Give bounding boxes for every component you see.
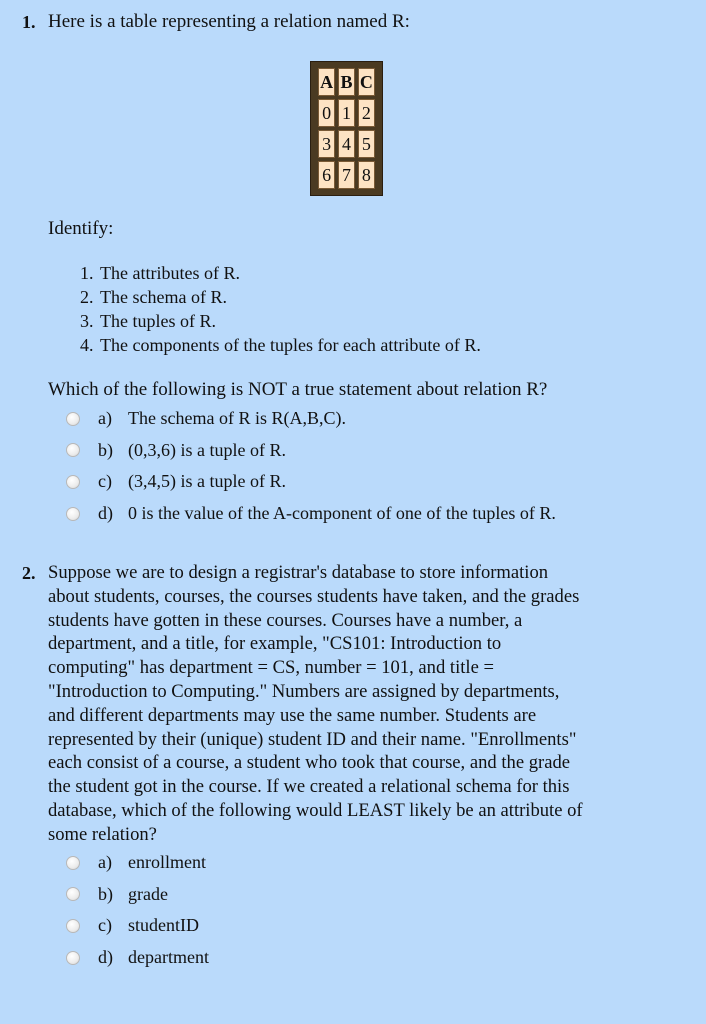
- prompt-line: represented by their (unique) student ID and their name. "Enrollments": [48, 728, 577, 750]
- option-c[interactable]: [66, 910, 209, 942]
- option-text: (0,3,6) is a tuple of R.: [128, 439, 286, 460]
- table-cell: 2: [358, 99, 375, 127]
- table-cell: 6: [318, 161, 335, 189]
- table-header-row: [318, 68, 375, 96]
- table-row: [318, 130, 375, 158]
- list-item: [80, 261, 481, 285]
- option-c[interactable]: [66, 466, 556, 498]
- list-item-text: The tuples of R.: [100, 311, 216, 331]
- list-item-text: The attributes of R.: [100, 263, 240, 283]
- question-2-prompt: [48, 561, 668, 847]
- radio-button[interactable]: [66, 412, 80, 426]
- table-cell: 1: [338, 99, 355, 127]
- option-text: department: [128, 947, 209, 968]
- radio-button[interactable]: [66, 443, 80, 457]
- option-letter: c): [98, 915, 112, 936]
- list-item: [80, 333, 481, 357]
- table-row: [318, 99, 375, 127]
- question-1-prompt: Which of the following is NOT a true statement about relation R?: [48, 379, 548, 400]
- option-text: studentID: [128, 915, 199, 936]
- prompt-line: students have gotten in these courses. Courses have a number, a: [48, 609, 523, 631]
- option-letter: b): [98, 883, 113, 904]
- radio-button[interactable]: [66, 887, 80, 901]
- prompt-line: "Introduction to Computing." Numbers are assigned by departments,: [48, 680, 560, 702]
- prompt-line: and different departments may use the same number. Students are: [48, 704, 537, 726]
- prompt-line: some relation?: [48, 823, 157, 845]
- option-letter: d): [98, 947, 113, 968]
- option-letter: a): [98, 852, 112, 873]
- prompt-line: each consist of a course, a student who took that course, and the grade: [48, 752, 571, 774]
- prompt-line: Suppose we are to design a registrar's database to store information: [48, 562, 549, 583]
- radio-button[interactable]: [66, 951, 80, 965]
- list-item: [80, 309, 481, 333]
- question-1-number: 1.: [22, 12, 36, 32]
- radio-button[interactable]: [66, 507, 80, 521]
- list-item-number: 2.: [80, 287, 94, 307]
- option-d[interactable]: [66, 942, 209, 974]
- option-b[interactable]: [66, 879, 209, 911]
- radio-button[interactable]: [66, 475, 80, 489]
- radio-button[interactable]: [66, 919, 80, 933]
- prompt-line: department, and a title, for example, "CS101: Introduction to: [48, 633, 502, 655]
- table-cell: 7: [338, 161, 355, 189]
- option-letter: a): [98, 408, 112, 429]
- question-2-options: [66, 847, 209, 973]
- option-text: The schema of R is R(A,B,C).: [128, 408, 346, 429]
- option-text: grade: [128, 883, 168, 904]
- question-1-intro: Here is a table representing a relation named R:: [48, 11, 410, 32]
- list-item-number: 3.: [80, 311, 94, 331]
- identify-list: [80, 261, 481, 357]
- option-letter: c): [98, 471, 112, 492]
- table-cell: 4: [338, 130, 355, 158]
- relation-r-table: [310, 61, 383, 196]
- table-header-cell: A: [318, 68, 335, 96]
- option-letter: d): [98, 503, 113, 524]
- table-header-cell: C: [358, 68, 375, 96]
- list-item-number: 4.: [80, 335, 94, 355]
- option-text: (3,4,5) is a tuple of R.: [128, 471, 286, 492]
- table-cell: 8: [358, 161, 375, 189]
- list-item: [80, 285, 481, 309]
- prompt-line: database, which of the following would LEAST likely be an attribute of: [48, 799, 583, 821]
- question-2-number: 2.: [22, 563, 36, 583]
- option-a[interactable]: [66, 847, 209, 879]
- table-cell: 0: [318, 99, 335, 127]
- list-item-text: The components of the tuples for each attribute of R.: [100, 335, 481, 355]
- table-row: [318, 161, 375, 189]
- table-header-cell: B: [338, 68, 355, 96]
- prompt-line: the student got in the course. If we created a relational schema for this: [48, 776, 570, 798]
- question-1-options: [66, 403, 556, 529]
- prompt-line: about students, courses, the courses students have taken, and the grades: [48, 585, 580, 607]
- prompt-line: computing" has department = CS, number = 101, and title =: [48, 657, 494, 679]
- table-cell: 3: [318, 130, 335, 158]
- radio-button[interactable]: [66, 856, 80, 870]
- identify-label: Identify:: [48, 218, 114, 239]
- option-text: 0 is the value of the A-component of one of the tuples of R.: [128, 503, 556, 524]
- option-letter: b): [98, 439, 113, 460]
- option-a[interactable]: [66, 403, 556, 435]
- option-b[interactable]: [66, 435, 556, 467]
- option-d[interactable]: [66, 498, 556, 530]
- option-text: enrollment: [128, 852, 206, 873]
- list-item-text: The schema of R.: [100, 287, 227, 307]
- table-cell: 5: [358, 130, 375, 158]
- list-item-number: 1.: [80, 263, 94, 283]
